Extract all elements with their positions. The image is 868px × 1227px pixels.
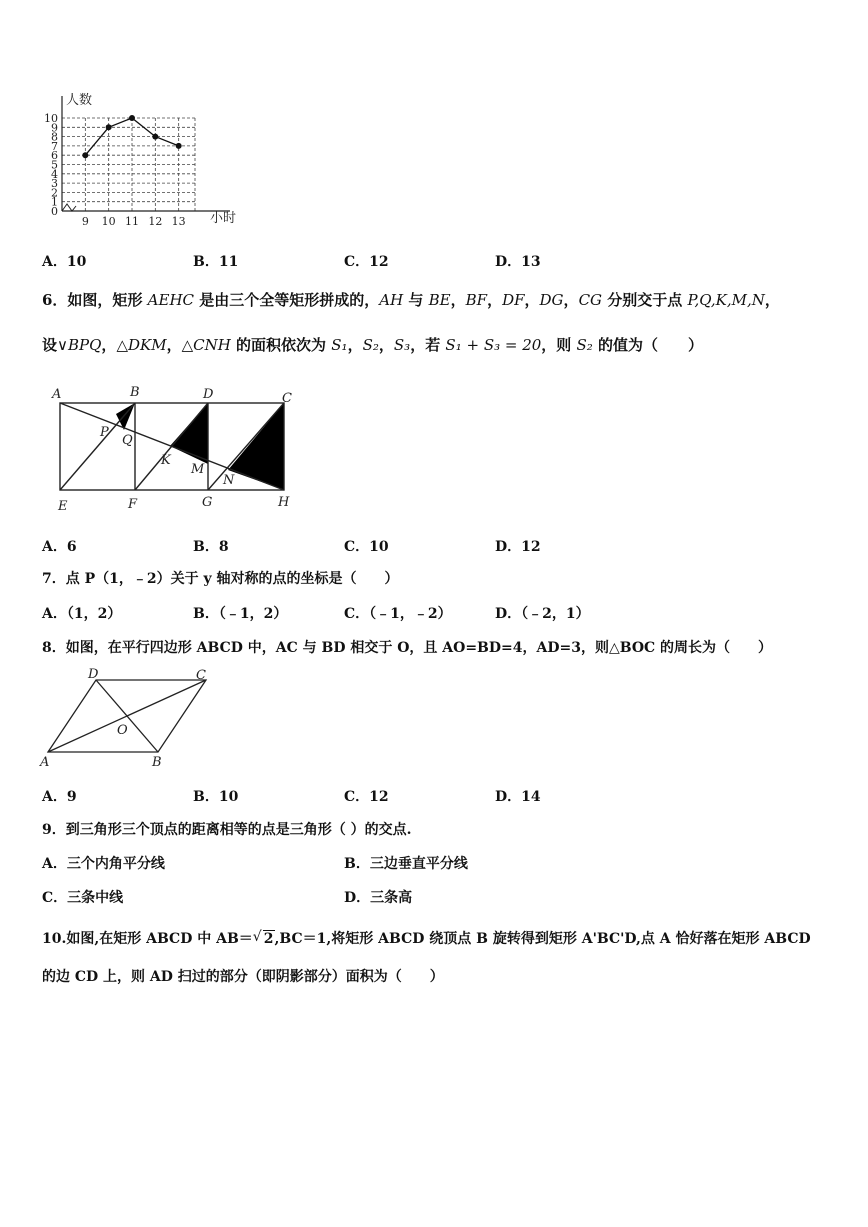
axis-break	[62, 204, 76, 211]
q7-option-d[interactable]: D．（﹣2，1）	[495, 606, 590, 622]
label-m: M	[191, 462, 205, 477]
data-point	[106, 124, 112, 130]
q6-option-a[interactable]: A．6	[42, 539, 77, 555]
q7-text: 7．点 P（1，﹣2）关于 y 轴对称的点的坐标是（ ）	[42, 571, 399, 587]
label-a: A	[40, 755, 50, 770]
y-tick-label: 9	[51, 121, 58, 135]
label-d: D	[203, 387, 214, 402]
data-point	[82, 152, 88, 158]
q7-option-b[interactable]: B．（﹣1，2）	[193, 606, 288, 622]
data-point	[176, 143, 182, 149]
label-n: N	[223, 473, 235, 488]
x-tick-label: 10	[101, 215, 116, 228]
label-p: P	[100, 425, 109, 440]
q8-option-b[interactable]: B．10	[193, 789, 239, 805]
q5-option-b[interactable]: B．11	[193, 254, 239, 270]
q9-option-d[interactable]: D．三条高	[344, 890, 413, 906]
q6-rectangle-figure	[40, 382, 310, 517]
q9-text: 9．到三角形三个顶点的距离相等的点是三角形（ ）的交点.	[42, 822, 412, 838]
q8-parallelogram-figure	[36, 666, 216, 770]
label-c: C	[282, 391, 292, 406]
label-q: Q	[122, 433, 133, 448]
y-tick-label: 8	[51, 130, 58, 144]
q9-option-b[interactable]: B．三边垂直平分线	[344, 856, 468, 872]
q6-option-c[interactable]: C．10	[344, 539, 389, 555]
label-g: G	[202, 495, 213, 510]
x-axis-label: 小时	[210, 211, 237, 226]
q8-text: 8．如图，在平行四边形 ABCD 中，AC 与 BD 相交于 O，且 AO=BD=4，AD=3，则△BOC 的周长为（ ）	[42, 640, 773, 656]
y-tick-label: 5	[51, 158, 58, 172]
x-tick-label: 12	[148, 215, 163, 228]
y-tick-label: 3	[51, 177, 58, 191]
y-tick-label: 6	[51, 149, 58, 163]
x-tick-label: 13	[171, 215, 186, 228]
label-d: D	[88, 667, 99, 682]
x-tick-label: 9	[81, 215, 89, 228]
label-o: O	[117, 723, 128, 738]
shaded-triangle-cnh	[228, 403, 284, 490]
q6-option-d[interactable]: D．12	[495, 539, 541, 555]
q9-option-c[interactable]: C．三条中线	[42, 890, 124, 906]
y-tick-label: 7	[51, 139, 58, 153]
label-f: F	[128, 497, 138, 512]
q5-option-d[interactable]: D．13	[495, 254, 541, 270]
q8-option-a[interactable]: A．9	[42, 789, 77, 805]
shaded-triangle-dkm	[170, 403, 208, 464]
y-tick-label: 4	[51, 167, 58, 181]
y-axis-label: 人数	[66, 93, 93, 108]
label-a: A	[52, 387, 62, 402]
y-tick-label: 1	[51, 195, 58, 209]
data-point	[129, 115, 135, 121]
label-b: B	[152, 755, 162, 770]
y-tick-label: 10	[44, 112, 58, 125]
q6-line-2: 设∨BPQ，△DKM，△CNH 的面积依次为 S₁，S₂，S₃，若 S₁ + S₃ = 20，则 S₂ 的值为（ ）	[42, 336, 704, 354]
y-tick-label: 2	[51, 186, 58, 200]
label-k: K	[161, 453, 171, 468]
sqrt-symbol: √ 2	[253, 931, 275, 947]
diagonal-bd	[96, 680, 158, 752]
label-e: E	[58, 499, 68, 514]
label-h: H	[278, 495, 290, 510]
label-c: C	[196, 668, 206, 683]
line-chart	[30, 88, 250, 238]
x-tick-label: 11	[125, 215, 139, 228]
q8-option-c[interactable]: C．12	[344, 789, 389, 805]
label-b: B	[130, 385, 140, 400]
q10-line-1: 10.如图,在矩形 ABCD 中 AB＝√ 2,BC＝1,将矩形 ABCD 绕顶点 B 旋转得到矩形 A'BC'D,点 A 恰好落在矩形 ABCD	[42, 928, 811, 948]
q7-option-a[interactable]: A．（1，2）	[42, 606, 122, 622]
q7-option-c[interactable]: C．（﹣1，﹣2）	[344, 606, 452, 622]
y-tick-label: 0	[51, 205, 58, 218]
q8-option-d[interactable]: D．14	[495, 789, 541, 805]
q6-line-1: 6．如图，矩形 AEHC 是由三个全等矩形拼成的，AH 与 BE，BF，DF，DG，CG 分别交于点 P,Q,K,M,N，	[42, 291, 780, 309]
q9-option-a[interactable]: A．三个内角平分线	[42, 856, 165, 872]
q10-line-2: 的边 CD 上，则 AD 扫过的部分（即阴影部分）面积为（ ）	[42, 969, 444, 985]
q6-option-b[interactable]: B．8	[193, 539, 229, 555]
data-point	[152, 134, 158, 140]
q5-option-a[interactable]: A．10	[42, 254, 87, 270]
q5-option-c[interactable]: C．12	[344, 254, 389, 270]
